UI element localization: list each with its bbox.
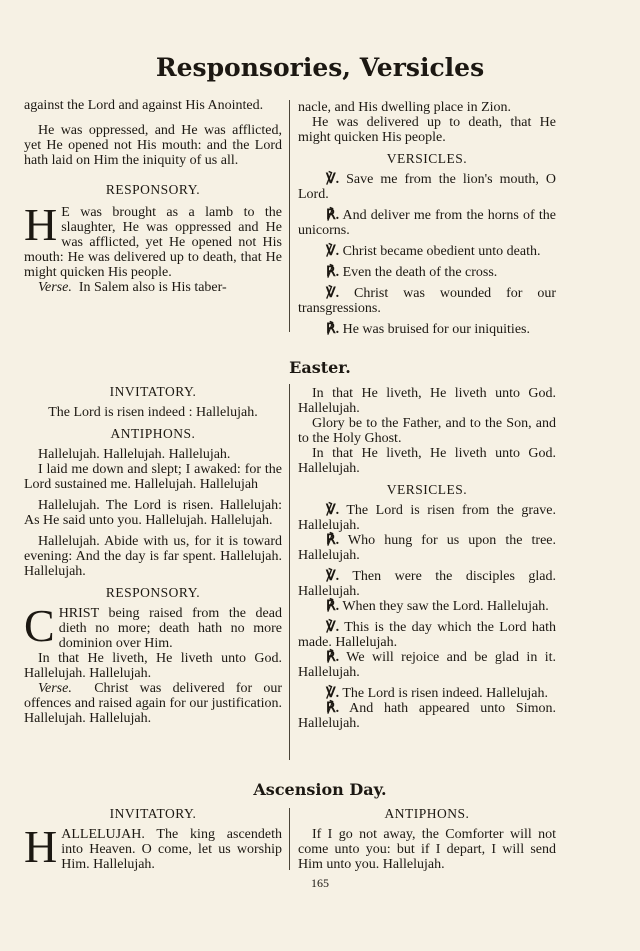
continuation-text: against the Lord and against His Anointed. xyxy=(24,98,264,113)
section-heading: ANTIPHONS. xyxy=(384,806,470,821)
antiphon: Hallelujah. Hallelujah. Hallelujah. xyxy=(38,447,231,462)
response-symbol: ℟. xyxy=(326,701,340,716)
response-text: When they saw the Lord. Hallelujah. xyxy=(342,599,549,614)
responsory-text: HRIST being raised from the dead dieth no more; death hath no more dominion over Him. xyxy=(58,606,282,651)
invitatory-text: ALLELUJAH. The king ascendeth into Heaven. O come, let us worship Him. Hallelujah. xyxy=(61,827,282,872)
versicle xyxy=(298,286,556,316)
versicle-symbol: ℣. xyxy=(326,503,340,518)
response-text: Even the death of the cross. xyxy=(342,265,498,280)
invitatory-text: The Lord is risen indeed : Hallelujah. xyxy=(48,405,258,420)
top-left-column xyxy=(24,98,282,295)
responsory-paragraph xyxy=(24,199,282,280)
top-right-column xyxy=(298,100,556,337)
section-heading: RESPONSORY. xyxy=(105,182,201,197)
verse-text: In Salem also is His taber- xyxy=(78,280,227,295)
section-heading: INVITATORY. xyxy=(109,806,197,821)
versicle-text: This is the day which the Lord hath made. Hallelujah. xyxy=(298,620,556,650)
paragraph: Glory be to the Father, and to the Son, and to the Holy Ghost. xyxy=(298,416,556,446)
response-text: And deliver me from the horns of the unicorns. xyxy=(298,208,556,238)
response xyxy=(298,650,556,680)
column-divider xyxy=(289,100,290,332)
paragraph: In that He liveth, He liveth unto God. Hallelujah. xyxy=(298,446,556,476)
page-title: Responsories, Versicles xyxy=(155,53,485,82)
response-text: He was bruised for our iniquities. xyxy=(342,322,530,337)
response xyxy=(298,701,556,731)
response xyxy=(298,322,556,337)
antiphon: Hallelujah. Abide with us, for it is toward evening: And the day is far spent. Hallelujah. Hallelujah. xyxy=(24,534,282,579)
response-text: Who hung for us upon the tree. Hallelujah. xyxy=(298,533,557,563)
drop-cap: H xyxy=(24,199,58,250)
column-divider xyxy=(289,384,290,760)
versicle xyxy=(298,686,556,701)
responsory-text: E was brought as a lamb to the slaughter, He was oppressed and He was afflicted, yet He opened not His mouth: He was delivered up to death, that He might quicken His people. xyxy=(24,205,282,280)
antiphon: Hallelujah. The Lord is risen. Hallelujah: As He said unto you. Hallelujah. Hallelujah. xyxy=(24,498,282,528)
continuation-text: nacle, and His dwelling place in Zion. xyxy=(298,100,512,115)
verse-label: Verse. xyxy=(38,280,72,295)
versicle-symbol: ℣. xyxy=(326,244,340,259)
drop-cap: C xyxy=(24,600,55,651)
paragraph: He was oppressed, and He was afflicted, yet He opened not His mouth: and the Lord hath laid on Him the iniquity of us all. xyxy=(24,123,282,168)
section-heading: RESPONSORY. xyxy=(105,585,201,600)
response-text: And hath appeared unto Simon. Hallelujah. xyxy=(298,701,556,731)
versicle-text: Christ was wounded for our transgressions. xyxy=(298,286,556,316)
versicle xyxy=(298,503,556,533)
verse xyxy=(24,280,282,295)
paragraph: In that He liveth, He liveth unto God. Hallelujah. xyxy=(298,386,556,416)
response-symbol: ℟. xyxy=(326,650,340,665)
response-text: We will rejoice and be glad in it. Hallelujah. xyxy=(298,650,557,680)
verse-text: Christ was delivered for our offences and raised again for our justification. Hallelujah. Hallelujah. xyxy=(24,681,283,726)
response-symbol: ℟. xyxy=(326,599,340,614)
versicle xyxy=(298,569,556,599)
invitatory-paragraph xyxy=(24,821,282,872)
versicle-text: The Lord is risen indeed. Hallelujah. xyxy=(342,686,548,701)
response xyxy=(298,265,556,280)
versicle-symbol: ℣. xyxy=(326,286,340,301)
response-symbol: ℟. xyxy=(326,208,340,223)
paragraph: He was delivered up to death, that He might quicken His people. xyxy=(298,115,556,145)
ascension-left-column xyxy=(24,806,282,872)
easter-left-column xyxy=(24,384,282,726)
responsory-paragraph: In that He liveth, He liveth unto God. Hallelujah. Hallelujah. xyxy=(24,651,282,681)
easter-right-column xyxy=(298,386,556,731)
versicle-symbol: ℣. xyxy=(326,172,340,187)
verse-label: Verse. xyxy=(38,681,72,696)
response-symbol: ℟. xyxy=(326,533,340,548)
response xyxy=(298,208,556,238)
response xyxy=(298,533,556,563)
verse xyxy=(24,681,282,726)
versicle-symbol: ℣. xyxy=(326,569,340,584)
response-symbol: ℟. xyxy=(326,322,340,337)
versicle-text: Then were the disciples glad. Hallelujah. xyxy=(298,569,556,599)
versicle xyxy=(298,620,556,650)
ascension-right-column xyxy=(298,806,556,872)
page-number: 165 xyxy=(311,876,329,890)
easter-title: Easter. xyxy=(289,358,351,377)
response xyxy=(298,599,556,614)
antiphon: I laid me down and slept; I awaked: for the Lord sustained me. Hallelujah. Hallelujah xyxy=(24,462,282,492)
drop-cap: H xyxy=(24,821,58,872)
versicle xyxy=(298,172,556,202)
versicle xyxy=(298,244,556,259)
section-heading: ANTIPHONS. xyxy=(110,426,196,441)
responsory-paragraph xyxy=(24,600,282,651)
ascension-title: Ascension Day. xyxy=(253,780,387,799)
section-heading: VERSICLES. xyxy=(386,151,468,166)
versicle-symbol: ℣. xyxy=(326,686,340,701)
response-symbol: ℟. xyxy=(326,265,340,280)
section-heading: VERSICLES. xyxy=(386,482,468,497)
antiphon: If I go not away, the Comforter will not come unto you: but if I depart, I will send Him unto you. Hallelujah. xyxy=(298,827,556,872)
column-divider xyxy=(289,808,290,870)
section-heading: INVITATORY. xyxy=(109,384,197,399)
versicle-text: Christ became obedient unto death. xyxy=(342,244,541,259)
versicle-symbol: ℣. xyxy=(326,620,340,635)
versicle-text: The Lord is risen from the grave. Hallelujah. xyxy=(298,503,556,533)
versicle-text: Save me from the lion's mouth, O Lord. xyxy=(298,172,557,202)
